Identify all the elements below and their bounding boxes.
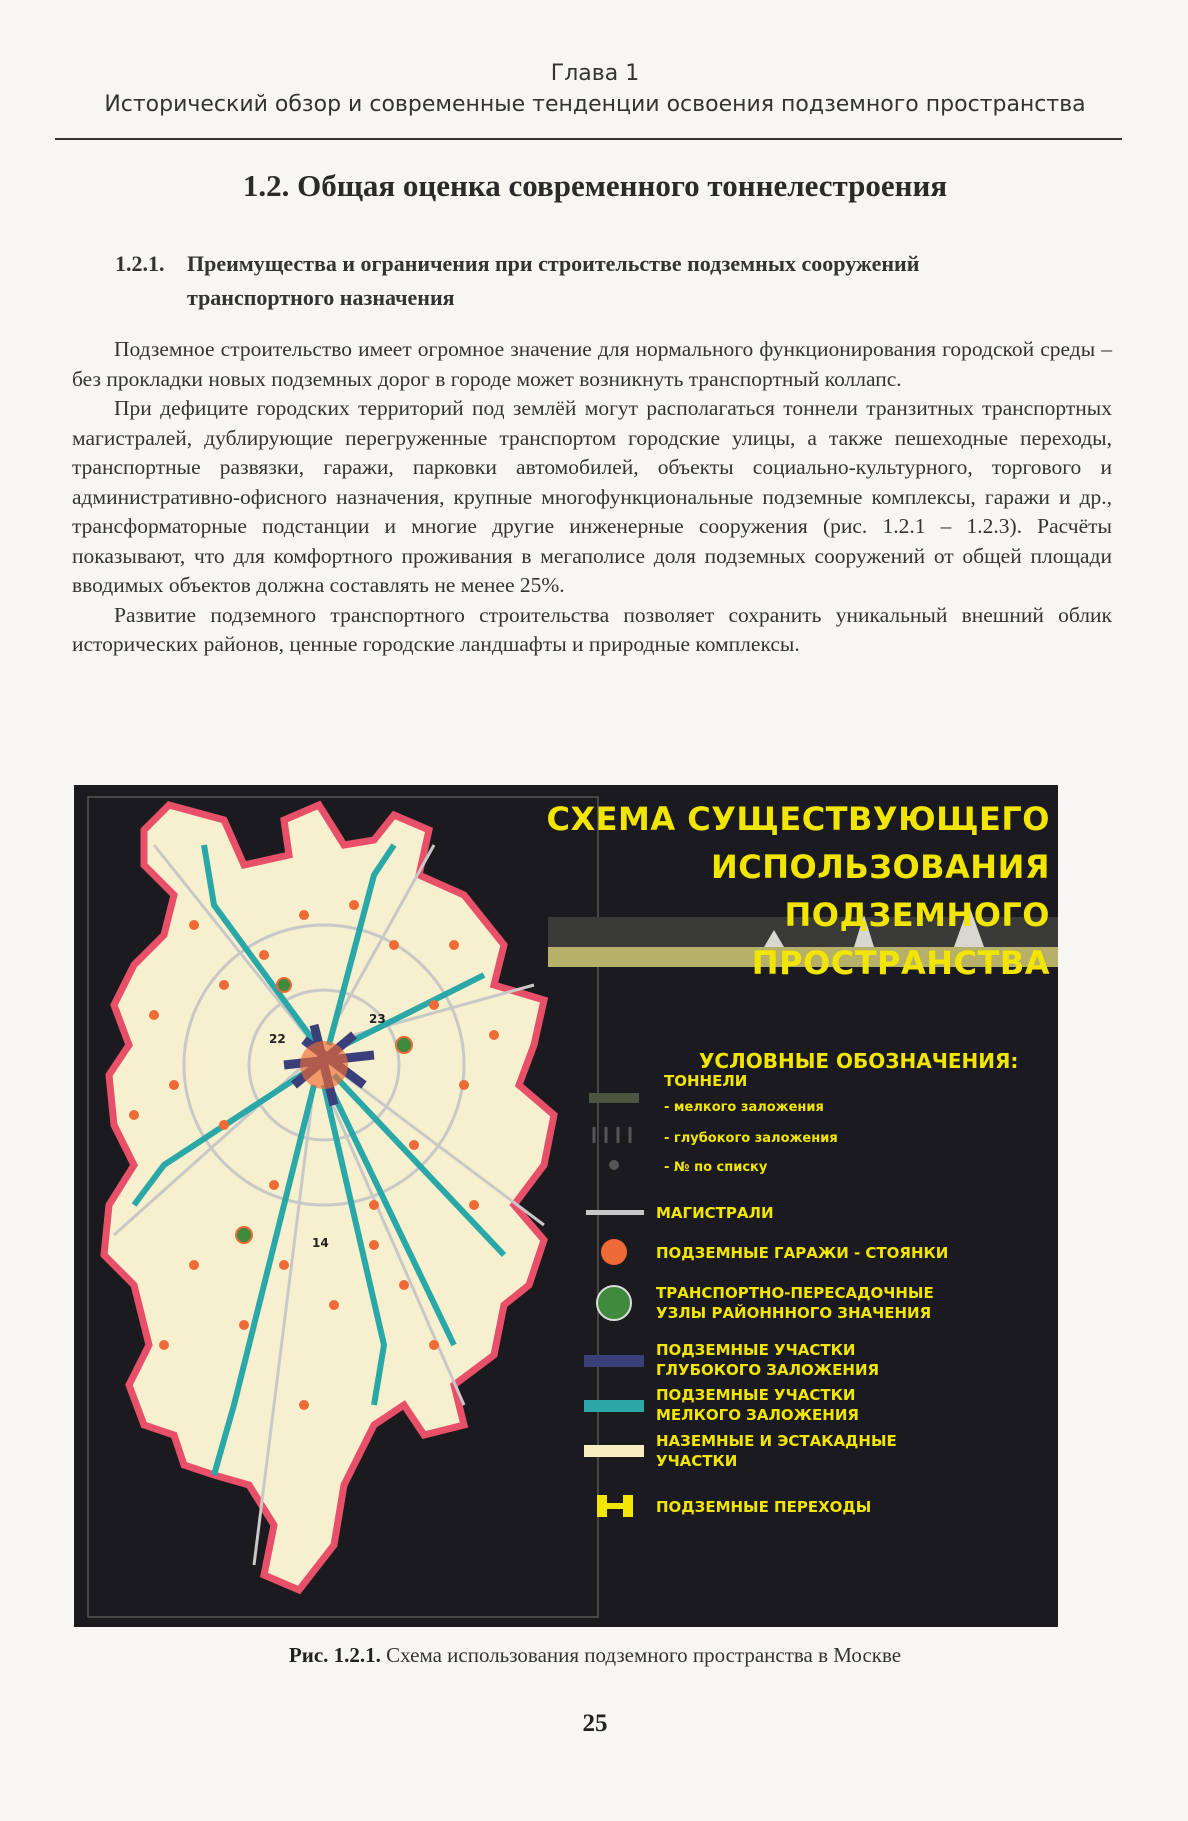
subsection-title-line2: транспортного назначения (187, 285, 455, 310)
running-head (55, 58, 1135, 120)
legend-symbol-deep-section (584, 1355, 644, 1367)
legend-symbol-number (609, 1160, 619, 1170)
figure-title-line2: ИСПОЛЬЗОВАНИЯ ПОДЗЕМНОГО (710, 848, 1050, 934)
body-text (72, 335, 1112, 660)
caption-text: Схема использования подземного пространства в Москве (380, 1643, 902, 1667)
legend-highways: МАГИСТРАЛИ (656, 1204, 774, 1222)
map-label-23: 23 (369, 1012, 386, 1026)
legend-tunnels: ТОННЕЛИ (664, 1072, 748, 1090)
legend-symbol-shallow-tunnel (589, 1093, 639, 1103)
legend-shallow-sections (656, 1385, 859, 1425)
page-number: 25 (582, 1710, 608, 1737)
legend-surface-line2: УЧАСТКИ (656, 1452, 738, 1470)
legend-surface-sections (656, 1431, 897, 1471)
figure-title-line3: ПРОСТРАНСТВА (751, 944, 1050, 982)
legend-symbol-shallow-section (584, 1400, 644, 1412)
paragraph: Развитие подземного транспортного строительства позволяет сохранить уникальный внешний облик исторических районов, ценные городские ландшафты и природные комплексы. (72, 602, 1112, 656)
legend-deep-line2: ГЛУБОКОГО ЗАЛОЖЕНИЯ (656, 1361, 880, 1379)
legend-symbol-crossing (597, 1495, 633, 1517)
subsection-heading (115, 247, 1125, 315)
legend-symbol-highway (586, 1210, 644, 1215)
legend-shallow-line1: ПОДЗЕМНЫЕ УЧАСТКИ (656, 1386, 856, 1404)
legend-deep-sections (656, 1340, 879, 1380)
legend-hubs (656, 1283, 934, 1323)
map-label-14: 14 (312, 1236, 329, 1250)
map-label-22: 22 (269, 1032, 286, 1046)
legend-surface-line1: НАЗЕМНЫЕ И ЭСТАКАДНЫЕ (656, 1432, 897, 1450)
caption-label: Рис. 1.2.1. (288, 1643, 381, 1667)
figure-underground-scheme (74, 785, 1058, 1627)
legend-heading: УСЛОВНЫЕ ОБОЗНАЧЕНИЯ: (699, 1049, 1019, 1073)
legend-symbol-hub (597, 1286, 631, 1320)
figure-caption (55, 1643, 1135, 1668)
legend-crossings: ПОДЗЕМНЫЕ ПЕРЕХОДЫ (656, 1498, 872, 1516)
legend-tunnels-shallow: - мелкого заложения (664, 1100, 824, 1115)
header-divider (55, 138, 1122, 140)
subsection-number: 1.2.1. (115, 251, 165, 276)
legend-deep-line1: ПОДЗЕМНЫЕ УЧАСТКИ (656, 1341, 856, 1359)
subsection-title-line1: Преимущества и ограничения при строительстве подземных сооружений (187, 251, 920, 276)
chapter-label: Глава 1 (550, 61, 640, 86)
legend-garages: ПОДЗЕМНЫЕ ГАРАЖИ - СТОЯНКИ (656, 1244, 949, 1262)
legend-symbol-deep-tunnel (594, 1127, 630, 1143)
legend-symbol-surface-section (584, 1445, 644, 1457)
legend-shallow-line2: МЕЛКОГО ЗАЛОЖЕНИЯ (656, 1406, 859, 1424)
section-title: 1.2. Общая оценка современного тоннелестроения (242, 168, 948, 203)
legend-hubs-line1: ТРАНСПОРТНО-ПЕРЕСАДОЧНЫЕ (656, 1284, 934, 1302)
paragraph: Подземное строительство имеет огромное значение для нормального функционирования городской среды – без прокладки новых подземных дорог в городе может возникнуть транспортный коллапс. (72, 337, 1112, 391)
legend-symbols (584, 1093, 644, 1517)
legend-tunnels-deep: - глубокого заложения (664, 1131, 838, 1146)
city-outline (104, 805, 554, 1590)
chapter-title: Исторический обзор и современные тенденции освоения подземного пространства (104, 92, 1086, 117)
figure-title-line1: СХЕМА СУЩЕСТВУЮЩЕГО (546, 800, 1050, 838)
paragraph: При дефиците городских территорий под землёй могут располагаться тоннели транзитных транспортных магистралей, дублирующие перегруженные транспортом городские улицы, а также пешеходные переходы, транспортные развязки, гаражи, парковки автомобилей, объекты социально-культурного, торгового и административно-офисного назначения, крупные многофункциональные подземные комплексы, гаражи и др., трансформаторные подстанции и многие другие инженерные сооружения (рис. 1.2.1 – 1.2.3). Расчёты показывают, что для комфортного проживания в мегаполисе доля подземных сооружений от общей площади вводимых объектов должна составлять не менее 25%. (72, 396, 1112, 597)
figure-title (530, 795, 1050, 987)
legend-tunnels-number: - № по списку (664, 1160, 768, 1175)
legend-symbol-garage (601, 1239, 627, 1265)
legend-hubs-line2: УЗЛЫ РАЙОНННОГО ЗНАЧЕНИЯ (656, 1304, 932, 1322)
